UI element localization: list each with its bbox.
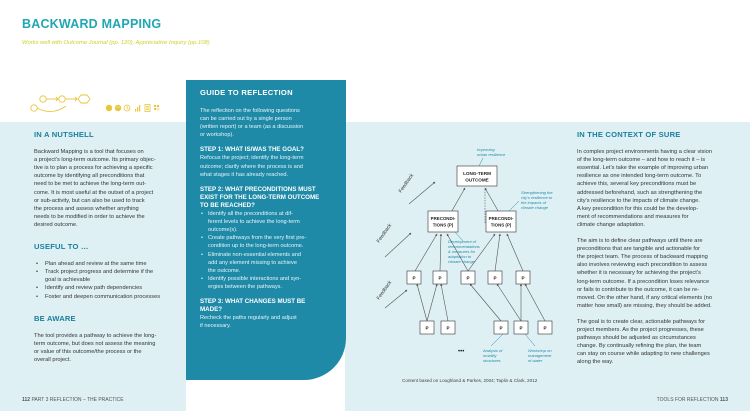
list-item-continuation: condition up to the long-term outcome.: [208, 243, 304, 250]
step1-heading: STEP 1: WHAT IS/WAS THE GOAL?: [200, 146, 304, 154]
svg-text:structures: structures: [483, 358, 501, 363]
guide-intro-line: can be carried out by a single person: [200, 116, 292, 123]
list-item: • Create pathways from the very first pre-: [200, 234, 342, 242]
step3-line: Recheck the paths regularly and adjust: [200, 315, 297, 322]
list-item: • Plan ahead and review at the same time: [34, 260, 182, 268]
nutshell-line: come. It is most useful at the outset of a project: [34, 189, 154, 196]
nutshell-line: the process and assess whether anything: [34, 205, 139, 212]
nutshell-line: desired outcome.: [34, 221, 78, 228]
list-item-continuation: ergies between the pathways.: [208, 283, 283, 290]
context-line: The goal is to create clear, actionable pathways for: [577, 318, 706, 325]
list-item-continuation: goal is achievable: [45, 277, 91, 284]
content-credit: Content based on Loughland & Parkes, 2004; Taplin & Clark, 2012: [402, 378, 538, 383]
nutshell-heading: IN A NUTSHELL: [34, 130, 94, 139]
list-item-continuation: outcome(s).: [208, 227, 238, 234]
backward-mapping-diagram: [345, 122, 575, 382]
context-line: A key precondition for this could be the develop-: [577, 205, 699, 212]
box-label: PRECONDI-: [430, 216, 456, 221]
list-item-continuation: add any element missing to achieve: [208, 259, 297, 266]
guide-panel: [186, 80, 346, 380]
context-line: the project team. The process of backward mapping: [577, 254, 708, 261]
context-line: along the way.: [577, 359, 614, 366]
list-item: • Eliminate non-essential elements and: [200, 251, 342, 259]
context-line: pathways should be adjusted as circumstances: [577, 335, 696, 342]
guide-intro-line: The reflection on the following questions: [200, 108, 300, 114]
method-icons-row: [22, 86, 182, 120]
context-paragraph-1: [577, 148, 747, 229]
svg-text:recommendations: recommendations: [448, 244, 480, 249]
context-line: In complex project environments having a clear vision: [577, 149, 712, 156]
guide-intro-line: or workshop).: [200, 132, 234, 139]
footer-right: [657, 397, 728, 403]
grid-icon: [154, 105, 159, 110]
context-line: of the long-term outcome – and how to reach it – is: [577, 157, 706, 164]
nutshell-line: tive is to plan a process for achieving a specific: [34, 165, 153, 172]
step3-line: if necessary.: [200, 323, 231, 330]
context-line: matter how small) are missing, they should be added.: [577, 302, 712, 309]
footer-text: TOOLS FOR REFLECTION: [656, 397, 720, 403]
box-label: OUTCOME: [465, 177, 489, 183]
nutshell-line: or sub-activity, but can also be used to track: [34, 197, 145, 204]
lightbulb-icon: [106, 105, 112, 111]
clock-icon: [124, 105, 130, 111]
feedback-label: Feedback: [397, 172, 416, 195]
page-title: BACKWARD MAPPING: [22, 17, 162, 31]
feedback-arrows: [385, 182, 435, 308]
aware-line: or value of this outcome/the process or the: [34, 348, 142, 355]
nutshell-line: a project’s long-term outcome. Its primary objec-: [34, 157, 156, 164]
context-line: long-term outcome. If a precondition loses relevance: [577, 278, 710, 285]
context-line: achieve this, several key preconditions must be: [577, 181, 697, 188]
list-item-continuation: the outcome.: [208, 267, 241, 274]
page-number: 113: [719, 397, 728, 403]
p-label: P: [412, 275, 416, 281]
p-boxes-row-2: [420, 321, 552, 334]
svg-text:city’s resilience to: city’s resilience to: [521, 195, 553, 200]
smile-icon: [115, 105, 121, 111]
useful-heading: USEFUL TO …: [34, 242, 89, 252]
svg-text:adaptation to: adaptation to: [448, 254, 472, 259]
preconditions-box-left: [428, 211, 458, 232]
context-line: whether it is necessary for achieving the project’s: [577, 270, 701, 277]
p-label: P: [425, 325, 429, 331]
list-item: • Identify possible interactions and syn-: [200, 275, 342, 283]
step1-line: Refocus the project; identify the long-term: [200, 155, 304, 162]
list-item-continuation: ferent levels to achieve the long-term: [208, 219, 300, 226]
bar-chart-icon: [135, 105, 140, 112]
preconditions-box-right: [486, 211, 516, 232]
svg-text:Improving: Improving: [477, 147, 495, 152]
useful-list: [34, 260, 182, 300]
nutshell-line: needs to be modified in order to achieve the: [34, 213, 145, 220]
box-label: LONG-TERM: [463, 171, 491, 176]
p-label: P: [493, 275, 497, 281]
list-item: • Foster and deepen communication processes: [34, 293, 182, 301]
footer-left: [22, 397, 124, 403]
guide-body: [200, 107, 342, 330]
context-line: moved. On the other hand, if any critical elements (no: [577, 294, 712, 301]
feedback-label: Feedback: [375, 222, 394, 245]
step2-heading: STEP 2: WHAT PRECONDITIONS MUST: [200, 185, 316, 193]
context-paragraph-2: [577, 237, 747, 310]
aware-line: overall project.: [34, 356, 71, 363]
more-dots: •••: [458, 349, 465, 355]
svg-text:mobility: mobility: [483, 353, 497, 358]
document-icon: [145, 105, 150, 112]
step2-heading: EXIST FOR THE LONG-TERM OUTCOME: [200, 193, 320, 201]
svg-text:Strengthening the: Strengthening the: [521, 190, 553, 195]
p-label: P: [499, 325, 503, 331]
step1-line: outcome; clarify where the process is and: [200, 163, 303, 170]
guide-intro-line: (written report) or a team (as a discussion: [200, 124, 304, 131]
context-line: also involves reviewing each precondition to assess: [577, 262, 708, 269]
context-line: ment of recommendations and measures for: [577, 213, 689, 220]
list-item: • Track project progress and determine if the: [34, 268, 182, 276]
nutshell-line: Backward Mapping is a tool that focuses on: [34, 149, 144, 156]
nutshell-text: [34, 148, 182, 229]
process-flow-icon: [31, 95, 90, 112]
step3-heading: MADE?: [200, 306, 222, 314]
context-line: project members. As the project progresses, these: [577, 326, 704, 333]
context-line: essential. Let’s take the example of improving urban: [577, 165, 709, 172]
p-label: P: [519, 325, 523, 331]
list-item: • Identify all the preconditions at dif-: [200, 210, 342, 218]
list-item: • Identify and review path dependencies: [34, 284, 182, 292]
context-heading: IN THE CONTEXT OF SURE: [577, 130, 681, 139]
guide-title: GUIDE TO REFLECTION: [200, 88, 293, 97]
context-line: city’s resilience to the impacts of climate change.: [577, 197, 700, 204]
left-column: [34, 131, 182, 364]
context-paragraph-3: [577, 318, 747, 367]
context-line: can stay on course while adapting to new challenges: [577, 351, 710, 358]
step1-line: what stages it has already reached.: [200, 171, 288, 178]
aware-heading: BE AWARE: [34, 313, 76, 323]
box-label: TIONS (P): [490, 222, 512, 228]
svg-text:climate change: climate change: [448, 259, 475, 264]
feedback-label: Feedback: [375, 279, 394, 302]
context-line: addressed beforehand, such as strengthening the: [577, 189, 703, 196]
page-number: 112: [22, 397, 31, 403]
aware-line: term outcome, but does not assess the meaning: [34, 340, 156, 347]
p-label: P: [521, 275, 525, 281]
context-line: The aim is to define clear pathways until there are: [577, 238, 703, 245]
context-line: preconditions that are tangible and actionable for: [577, 246, 700, 253]
p-label: P: [466, 275, 470, 281]
context-line: change. By continually refining the plan, the team: [577, 343, 702, 350]
svg-text:urban resilience: urban resilience: [477, 152, 506, 157]
aware-line: The tool provides a pathway to achieve the long-: [34, 332, 157, 339]
long-term-outcome-box: [457, 166, 497, 186]
nutshell-line: need to be met to achieve the long-term out-: [34, 181, 146, 188]
svg-text:management: management: [528, 353, 552, 358]
p-label: P: [438, 275, 442, 281]
svg-text:the impacts of: the impacts of: [521, 200, 546, 205]
box-label: TIONS (P): [432, 222, 454, 228]
svg-text:Workshop on: Workshop on: [528, 348, 552, 353]
svg-text:climate change: climate change: [521, 205, 548, 210]
context-line: climate change adaptation.: [577, 221, 645, 228]
p-label: P: [446, 325, 450, 331]
footer-text: PART 3 REFLECTION – THE PRACTICE: [30, 397, 124, 403]
context-line: resilience as one intended long-term outcome. To: [577, 173, 702, 180]
svg-text:of water: of water: [528, 358, 543, 363]
right-column: [577, 131, 747, 366]
step2-list: [200, 210, 342, 291]
context-line: or fails to contribute to the outcome, it can be re-: [577, 286, 700, 293]
nutshell-line: outcome by identifying all preconditions that: [34, 173, 145, 180]
page-subtitle: Works well with Outcome Journal (pp. 120), Appreciative Inquiry (pp.108): [22, 40, 210, 46]
p-label: P: [543, 325, 547, 331]
aware-text: [34, 332, 182, 364]
step2-heading: TO BE REACHED?: [200, 201, 255, 209]
svg-text:Development of: Development of: [448, 239, 477, 244]
svg-text:Analysis of: Analysis of: [483, 348, 503, 353]
box-label: PRECONDI-: [488, 216, 514, 221]
svg-text:& measures for: & measures for: [448, 249, 476, 254]
step3-heading: STEP 3: WHAT CHANGES MUST BE: [200, 297, 306, 305]
